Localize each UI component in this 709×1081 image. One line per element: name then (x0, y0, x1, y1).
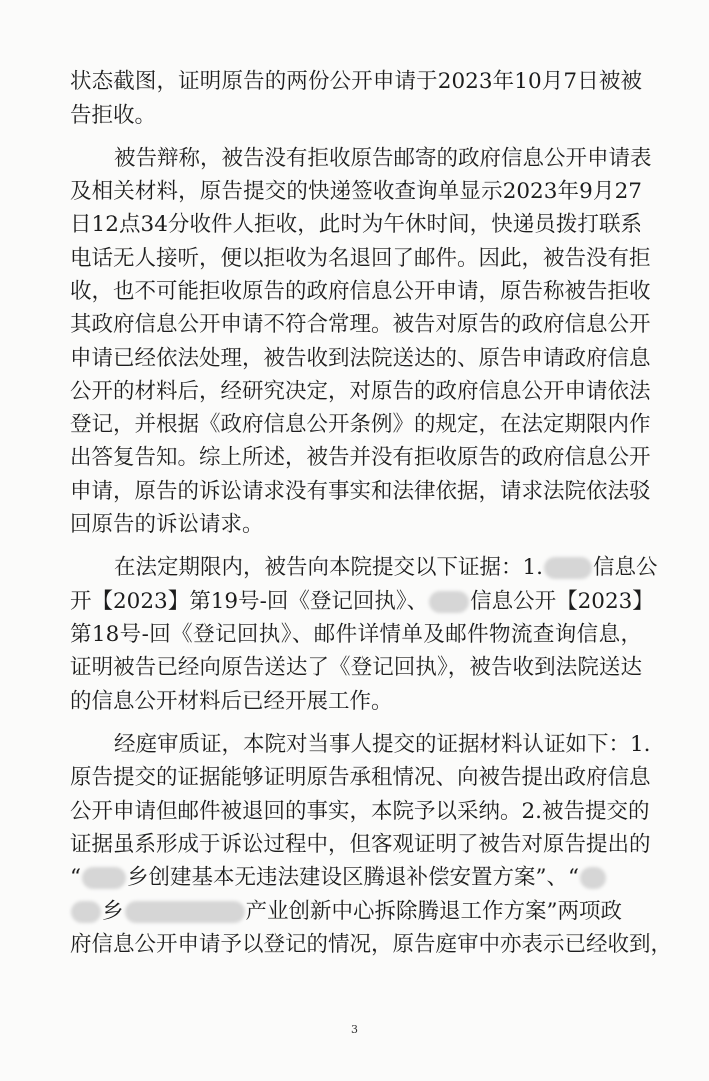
line-text: 回原告的诉讼请求。 (70, 512, 264, 537)
text-line (70, 510, 642, 540)
text-line (70, 443, 651, 473)
text-line (70, 687, 642, 717)
line-text: 开【2023】第19号-回《登记回执》、 (70, 589, 429, 614)
line-text: 第18号-回《登记回执》、邮件详情单及邮件物流查询信息， (70, 622, 642, 647)
text-line (70, 277, 651, 307)
paragraph-start (70, 730, 651, 760)
text-line (70, 344, 651, 374)
text-line (70, 830, 651, 860)
redaction-mark (544, 557, 592, 579)
line-text: “ (70, 865, 81, 890)
text-line (70, 930, 673, 960)
page-number: 3 (351, 1023, 358, 1036)
paragraph-start (70, 553, 658, 583)
text-line (70, 763, 651, 793)
line-text: 日12点34分收件人拒收，此时为午休时间，快递员拨打联系 (70, 212, 642, 237)
line-text: 在法定期限内，被告向本院提交以下证据：1. (114, 555, 544, 580)
line-text: 登记，并根据《政府信息公开条例》的规定，在法定期限内作 (70, 412, 651, 437)
redaction-mark (580, 867, 606, 889)
line-text: 电话无人接听，便以拒收为名退回了邮件。因此，被告没有拒 (70, 246, 651, 271)
text-line (70, 653, 642, 683)
text-line (70, 67, 642, 97)
redaction-mark (82, 867, 126, 889)
redaction-mark (71, 901, 101, 923)
line-text: 及相关材料，原告提交的快递签收查询单显示2023年9月27 (70, 179, 642, 204)
text-line (70, 101, 642, 131)
text-line (70, 410, 651, 440)
line-text: 证据虽系形成于诉讼过程中，但客观证明了被告对原告提出的 (70, 832, 651, 857)
line-text: 信息公开【2023】 (470, 589, 654, 614)
line-text: 信息公 (593, 555, 658, 580)
line-text: 原告提交的证据能够证明原告承租情况、向被告提出政府信息 (70, 765, 651, 790)
text-line (70, 244, 651, 274)
line-text: 状态截图，证明原告的两份公开申请于2023年10月7日被被 (70, 69, 642, 94)
line-text: 收，也不可能拒收原告的政府信息公开申请，原告称被告拒收 (70, 279, 651, 304)
line-text: 经庭审质证，本院对当事人提交的证据材料认证如下：1. (114, 732, 651, 757)
text-line (70, 177, 642, 207)
line-text: 申请，原告的诉讼请求没有事实和法律依据，请求法院依法驳 (70, 479, 651, 504)
paragraph-start (70, 144, 652, 174)
line-text: 乡创建基本无违法建设区腾退补偿安置方案”、 (127, 865, 568, 890)
text-line (70, 797, 650, 827)
line-text: 证明被告已经向原告送达了《登记回执》，被告收到法院送达 (70, 655, 642, 680)
text-line (70, 210, 642, 240)
line-text: 公开的材料后，经研究决定，对原告的政府信息公开申请依法 (70, 379, 651, 404)
line-text: 被告辩称，被告没有拒收原告邮寄的政府信息公开申请表 (114, 146, 652, 171)
line-text: 其政府信息公开申请不符合常理。被告对原告的政府信息公开 (70, 312, 651, 337)
text-line (70, 897, 642, 927)
text-line (70, 377, 651, 407)
line-text: “ (568, 865, 579, 890)
line-text: 产业创新中心拆除腾退工作方案”两项政 (245, 899, 623, 924)
redaction-mark (429, 591, 469, 613)
text-line (70, 587, 654, 617)
text-line (70, 863, 642, 893)
text-line (70, 477, 651, 507)
line-text: 府信息公开申请予以登记的情况，原告庭审中亦表示已经收到， (70, 932, 673, 957)
line-text: 乡 (102, 899, 124, 924)
redaction-mark (125, 901, 245, 923)
line-text: 申请已经依法处理，被告收到法院送达的、原告申请政府信息 (70, 346, 651, 371)
line-text: 的信息公开材料后已经开展工作。 (70, 689, 393, 714)
line-text: 公开申请但邮件被退回的事实，本院予以采纳。2.被告提交的 (70, 799, 650, 824)
text-line (70, 620, 642, 650)
line-text: 告拒收。 (70, 103, 157, 128)
text-line (70, 310, 651, 340)
line-text: 出答复告知。综上所述，被告并没有拒收原告的政府信息公开 (70, 445, 651, 470)
